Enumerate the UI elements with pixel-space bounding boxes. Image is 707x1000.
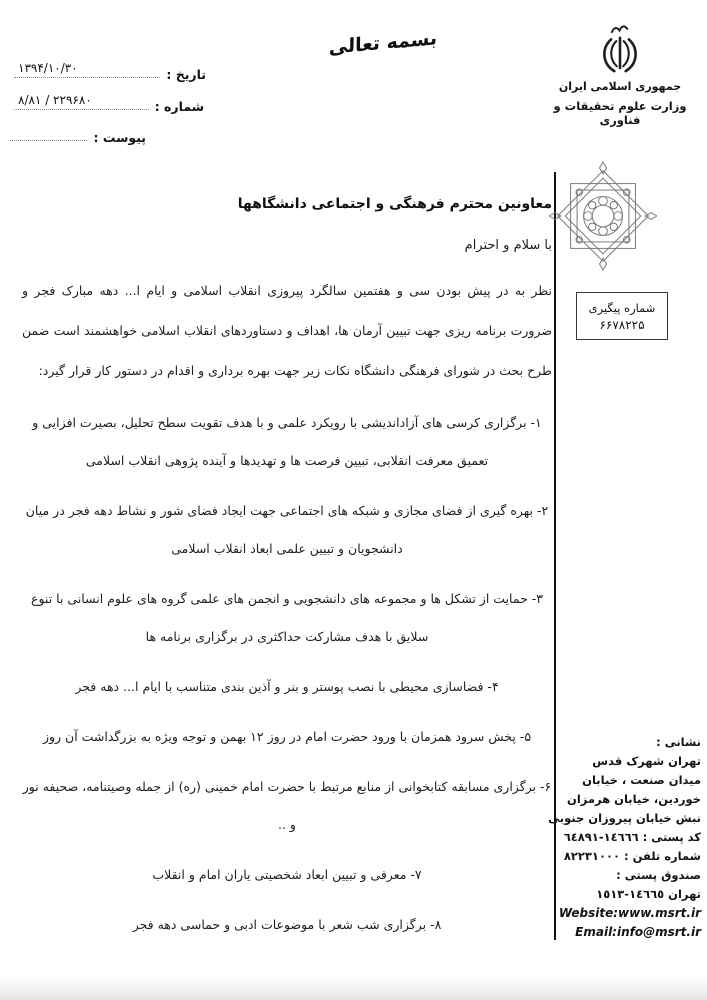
tracking-number: ۶۶۷۸۲۲۵	[599, 317, 645, 332]
tracking-number-box	[576, 292, 668, 340]
list-item-6: ۶- برگزاری مسابقه کتابخوانی از منابع مرتبط با حضرت امام خمینی (ره) از جمله وصیتنامه، صحیفه نور و ..	[22, 778, 552, 832]
address-line: نبش خیابان پیروزان جنوبی	[548, 811, 701, 825]
list-item-8: ۸- برگزاری شب شعر با موضوعات ادبی و حماسی دهه فجر	[132, 916, 442, 932]
country-name: جمهوری اسلامی ایران	[558, 80, 682, 93]
recipient-heading: معاونین محترم فرهنگی و اجتماعی دانشگاهها	[237, 196, 552, 212]
number-value: ۸/۸۱ / ۲۲۹۶۸۰	[18, 93, 92, 107]
iran-emblem-icon	[594, 24, 646, 76]
number-field	[14, 88, 204, 114]
date-label: تاریخ :	[166, 67, 206, 82]
basmala-calligraphy: بسمه تعالی	[328, 27, 438, 59]
date-value: ۱۳۹۴/۱۰/۳۰	[18, 61, 78, 75]
address-line: خوردین، خیابان هرمزان	[567, 792, 701, 806]
address-panel	[548, 733, 701, 942]
list-item-7: ۷- معرفی و تبیین ابعاد شخصیتی یاران امام و انقلاب	[152, 866, 422, 882]
address-line: تهران شهرک قدس	[592, 754, 701, 768]
tracking-label: شماره پیگیری	[588, 300, 656, 315]
ministry-name: وزارت علوم تحقیقات و فناوری	[553, 99, 687, 127]
list-item-1: ۱- برگزاری کرسی های آزاداندیشی با رویکرد علمی و با هدف تقویت سطح تحلیل، بصیرت افزایی و تعمیق معرفت انقلابی، تبیین فرصت ها و تهدیدها و آینده پژوهی انقلاب اسلامی	[32, 414, 542, 468]
address-line: میدان صنعت ، خیابان	[582, 773, 701, 787]
number-label: شماره :	[154, 99, 204, 114]
list-item-5: ۵- پخش سرود همزمان با ورود حضرت امام در روز ۱۲ بهمن و توجه ویژه به بزرگداشت آن روز	[42, 728, 532, 744]
attachment-field	[10, 119, 146, 145]
list-item-3: ۳- حمایت از تشکل ها و مجموعه های دانشجویی و انجمن های علمی گروه های علوم انسانی با تنوع سلایق با هدف مشارکت حداکثری در برگزاری برنامه ها	[31, 590, 543, 644]
list-item-2: ۲- بهره گیری از فضای مجازی و شبکه های اجتماعی جهت ایجاد فضای شور و نشاط دهه فجر در میان دانشجویان و تبیین علمی ابعاد انقلاب اسلامی	[25, 502, 549, 556]
po-box-line: تهران ١٤٦٦٥-١٥١٣	[596, 887, 701, 901]
phone-line: شماره تلفن : ٨٢٢٣١٠٠٠	[563, 849, 701, 863]
date-dotted-line	[14, 51, 160, 78]
po-box-title: صندوق پستی :	[616, 868, 701, 882]
arabesque-ornament	[549, 160, 657, 272]
letterhead-emblem-block	[540, 24, 700, 127]
website-line: Website:www.msrt.ir	[558, 906, 701, 920]
attachment-label: پیوست :	[93, 130, 146, 145]
date-field	[14, 56, 206, 82]
letter-body	[22, 196, 552, 944]
intro-paragraph: نظر به در پیش بودن سی و هفتمین سالگرد پیروزی انقلاب اسلامی و ایام ا... دهه مبارک فجر و ضرورت برنامه ریزی جهت تبیین آرمان ها، اهداف و دستاوردهای انقلاب اسلامی خواهشمند است ضمن طرح بحث در شورای فرهنگی دانشگاه نکات زیر جهت بهره برداری و اقدام در دستور کار قرار گیرد:	[22, 283, 552, 378]
address-title: نشانی :	[656, 735, 701, 749]
email-line: Email:info@msrt.ir	[575, 925, 701, 939]
number-dotted-line	[14, 83, 149, 110]
postal-code-line: کد پستی : ١٤٦٦٦-٦٤٨٩١	[563, 830, 701, 844]
attachment-dotted-line	[10, 114, 87, 141]
salutation-line: با سلام و احترام	[464, 238, 552, 253]
scan-edge-shadow	[0, 976, 707, 1000]
list-item-4: ۴- فضاسازی محیطی با نصب پوستر و بنر و آذین بندی متناسب با ایام ا... دهه فجر	[75, 678, 499, 694]
